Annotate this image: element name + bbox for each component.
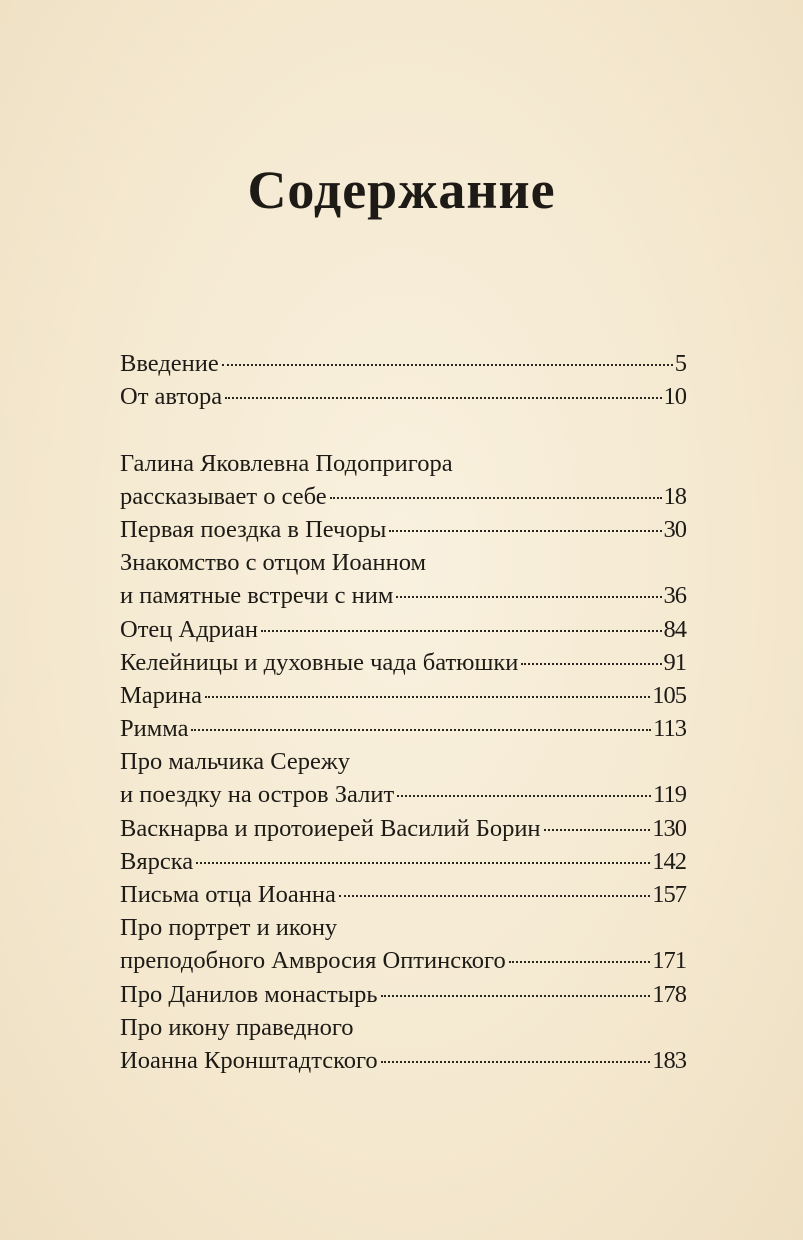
toc-entry[interactable] xyxy=(120,978,686,1011)
toc-entry-title: Иоанна Кронштадтского xyxy=(120,1046,378,1074)
toc-page-number: 10 xyxy=(663,383,686,411)
toc-entry-title: Введение xyxy=(120,350,219,377)
dot-leader xyxy=(191,729,651,731)
toc-line xyxy=(120,911,686,944)
toc-entry-title: преподобного Амвросия Оптинского xyxy=(120,947,506,975)
toc-page-number: 18 xyxy=(663,482,686,510)
toc-entry-title: Васкнарва и протоиерей Василий Борин xyxy=(120,814,541,842)
dot-leader xyxy=(544,829,651,831)
toc-entry[interactable] xyxy=(120,513,686,546)
toc-line xyxy=(120,347,686,380)
toc-entry-title: Знакомство с отцом Иоанном xyxy=(120,549,427,577)
toc-entry-title: Письма отца Иоанна xyxy=(120,881,336,908)
toc-line xyxy=(120,1044,686,1077)
dot-leader xyxy=(339,895,650,897)
toc-line xyxy=(120,447,686,480)
dot-leader xyxy=(222,364,673,366)
table-of-contents xyxy=(120,347,686,1077)
dot-leader xyxy=(205,696,650,698)
toc-entry[interactable] xyxy=(120,911,686,977)
toc-line xyxy=(120,778,686,811)
toc-entry[interactable] xyxy=(120,546,686,612)
toc-entry-title: Отец Адриан xyxy=(120,615,259,643)
toc-line xyxy=(120,845,686,878)
toc-page-number: 157 xyxy=(652,881,686,908)
toc-line xyxy=(120,679,686,712)
toc-entry-title: Галина Яковлевна Подопригора xyxy=(120,449,453,477)
toc-entry-title: Про мальчика Сережу xyxy=(120,748,351,776)
toc-line xyxy=(120,480,686,513)
toc-entry[interactable] xyxy=(120,745,686,811)
toc-line xyxy=(120,1011,686,1044)
toc-entry-title: и памятные встречи с ним xyxy=(120,582,394,610)
toc-page-number: 171 xyxy=(652,947,686,975)
toc-page-number: 84 xyxy=(663,615,686,643)
toc-entry[interactable] xyxy=(120,613,686,646)
toc-line xyxy=(120,944,686,977)
toc-line xyxy=(120,579,686,612)
toc-line xyxy=(120,978,686,1011)
toc-entry-title: Про Данилов монастырь xyxy=(120,980,378,1008)
toc-entry-title: Римма xyxy=(120,715,189,743)
toc-entry[interactable] xyxy=(120,845,686,878)
toc-entry[interactable] xyxy=(120,347,686,380)
toc-entry[interactable] xyxy=(120,679,686,712)
toc-line xyxy=(120,380,686,413)
toc-entry-title: Первая поездка в Печоры xyxy=(120,515,387,543)
toc-entry-title: Келейницы и духовные чада батюшки xyxy=(120,648,519,676)
dot-leader xyxy=(397,795,651,797)
dot-leader xyxy=(396,596,661,598)
toc-page-number: 5 xyxy=(674,350,686,377)
dot-leader xyxy=(196,862,650,864)
toc-entry[interactable] xyxy=(120,878,686,911)
toc-page-number: 105 xyxy=(652,681,686,709)
toc-entry[interactable] xyxy=(120,1011,686,1077)
toc-page-number: 91 xyxy=(663,648,686,676)
toc-page-number: 36 xyxy=(663,582,686,610)
toc-entry[interactable] xyxy=(120,812,686,845)
toc-page-number: 178 xyxy=(652,980,686,1008)
toc-line xyxy=(120,712,686,745)
toc-page-number: 30 xyxy=(663,515,686,543)
toc-page-number: 142 xyxy=(652,847,686,875)
dot-leader xyxy=(521,663,661,665)
toc-page-number: 113 xyxy=(653,715,686,743)
toc-entry[interactable] xyxy=(120,380,686,413)
dot-leader xyxy=(381,995,651,997)
toc-line xyxy=(120,646,686,679)
dot-leader xyxy=(330,497,662,499)
toc-line xyxy=(120,613,686,646)
dot-leader xyxy=(509,961,651,963)
toc-entry-title: Марина xyxy=(120,681,203,709)
toc-entry-title: От автора xyxy=(120,383,223,411)
toc-entry-title: рассказывает о себе xyxy=(120,482,327,510)
toc-line xyxy=(120,513,686,546)
dot-leader xyxy=(261,630,661,632)
toc-entry-title: Про портрет и икону xyxy=(120,914,338,942)
toc-entry[interactable] xyxy=(120,712,686,745)
toc-page-number: 183 xyxy=(652,1046,686,1074)
dot-leader xyxy=(381,1061,651,1063)
toc-line xyxy=(120,546,686,579)
dot-leader xyxy=(225,397,661,399)
dot-leader xyxy=(389,530,661,532)
toc-entry-title: Про икону праведного xyxy=(120,1013,354,1041)
toc-line xyxy=(120,812,686,845)
toc-page-number: 130 xyxy=(652,814,686,842)
toc-entry-title: и поездку на остров Залит xyxy=(120,781,395,809)
toc-page-number: 119 xyxy=(653,781,686,809)
toc-entry[interactable] xyxy=(120,447,686,513)
toc-line xyxy=(120,745,686,778)
section-gap xyxy=(120,413,686,446)
page-title: Содержание xyxy=(247,160,556,220)
toc-entry-title: Вярска xyxy=(120,847,194,875)
toc-line xyxy=(120,878,686,911)
toc-entry[interactable] xyxy=(120,646,686,679)
